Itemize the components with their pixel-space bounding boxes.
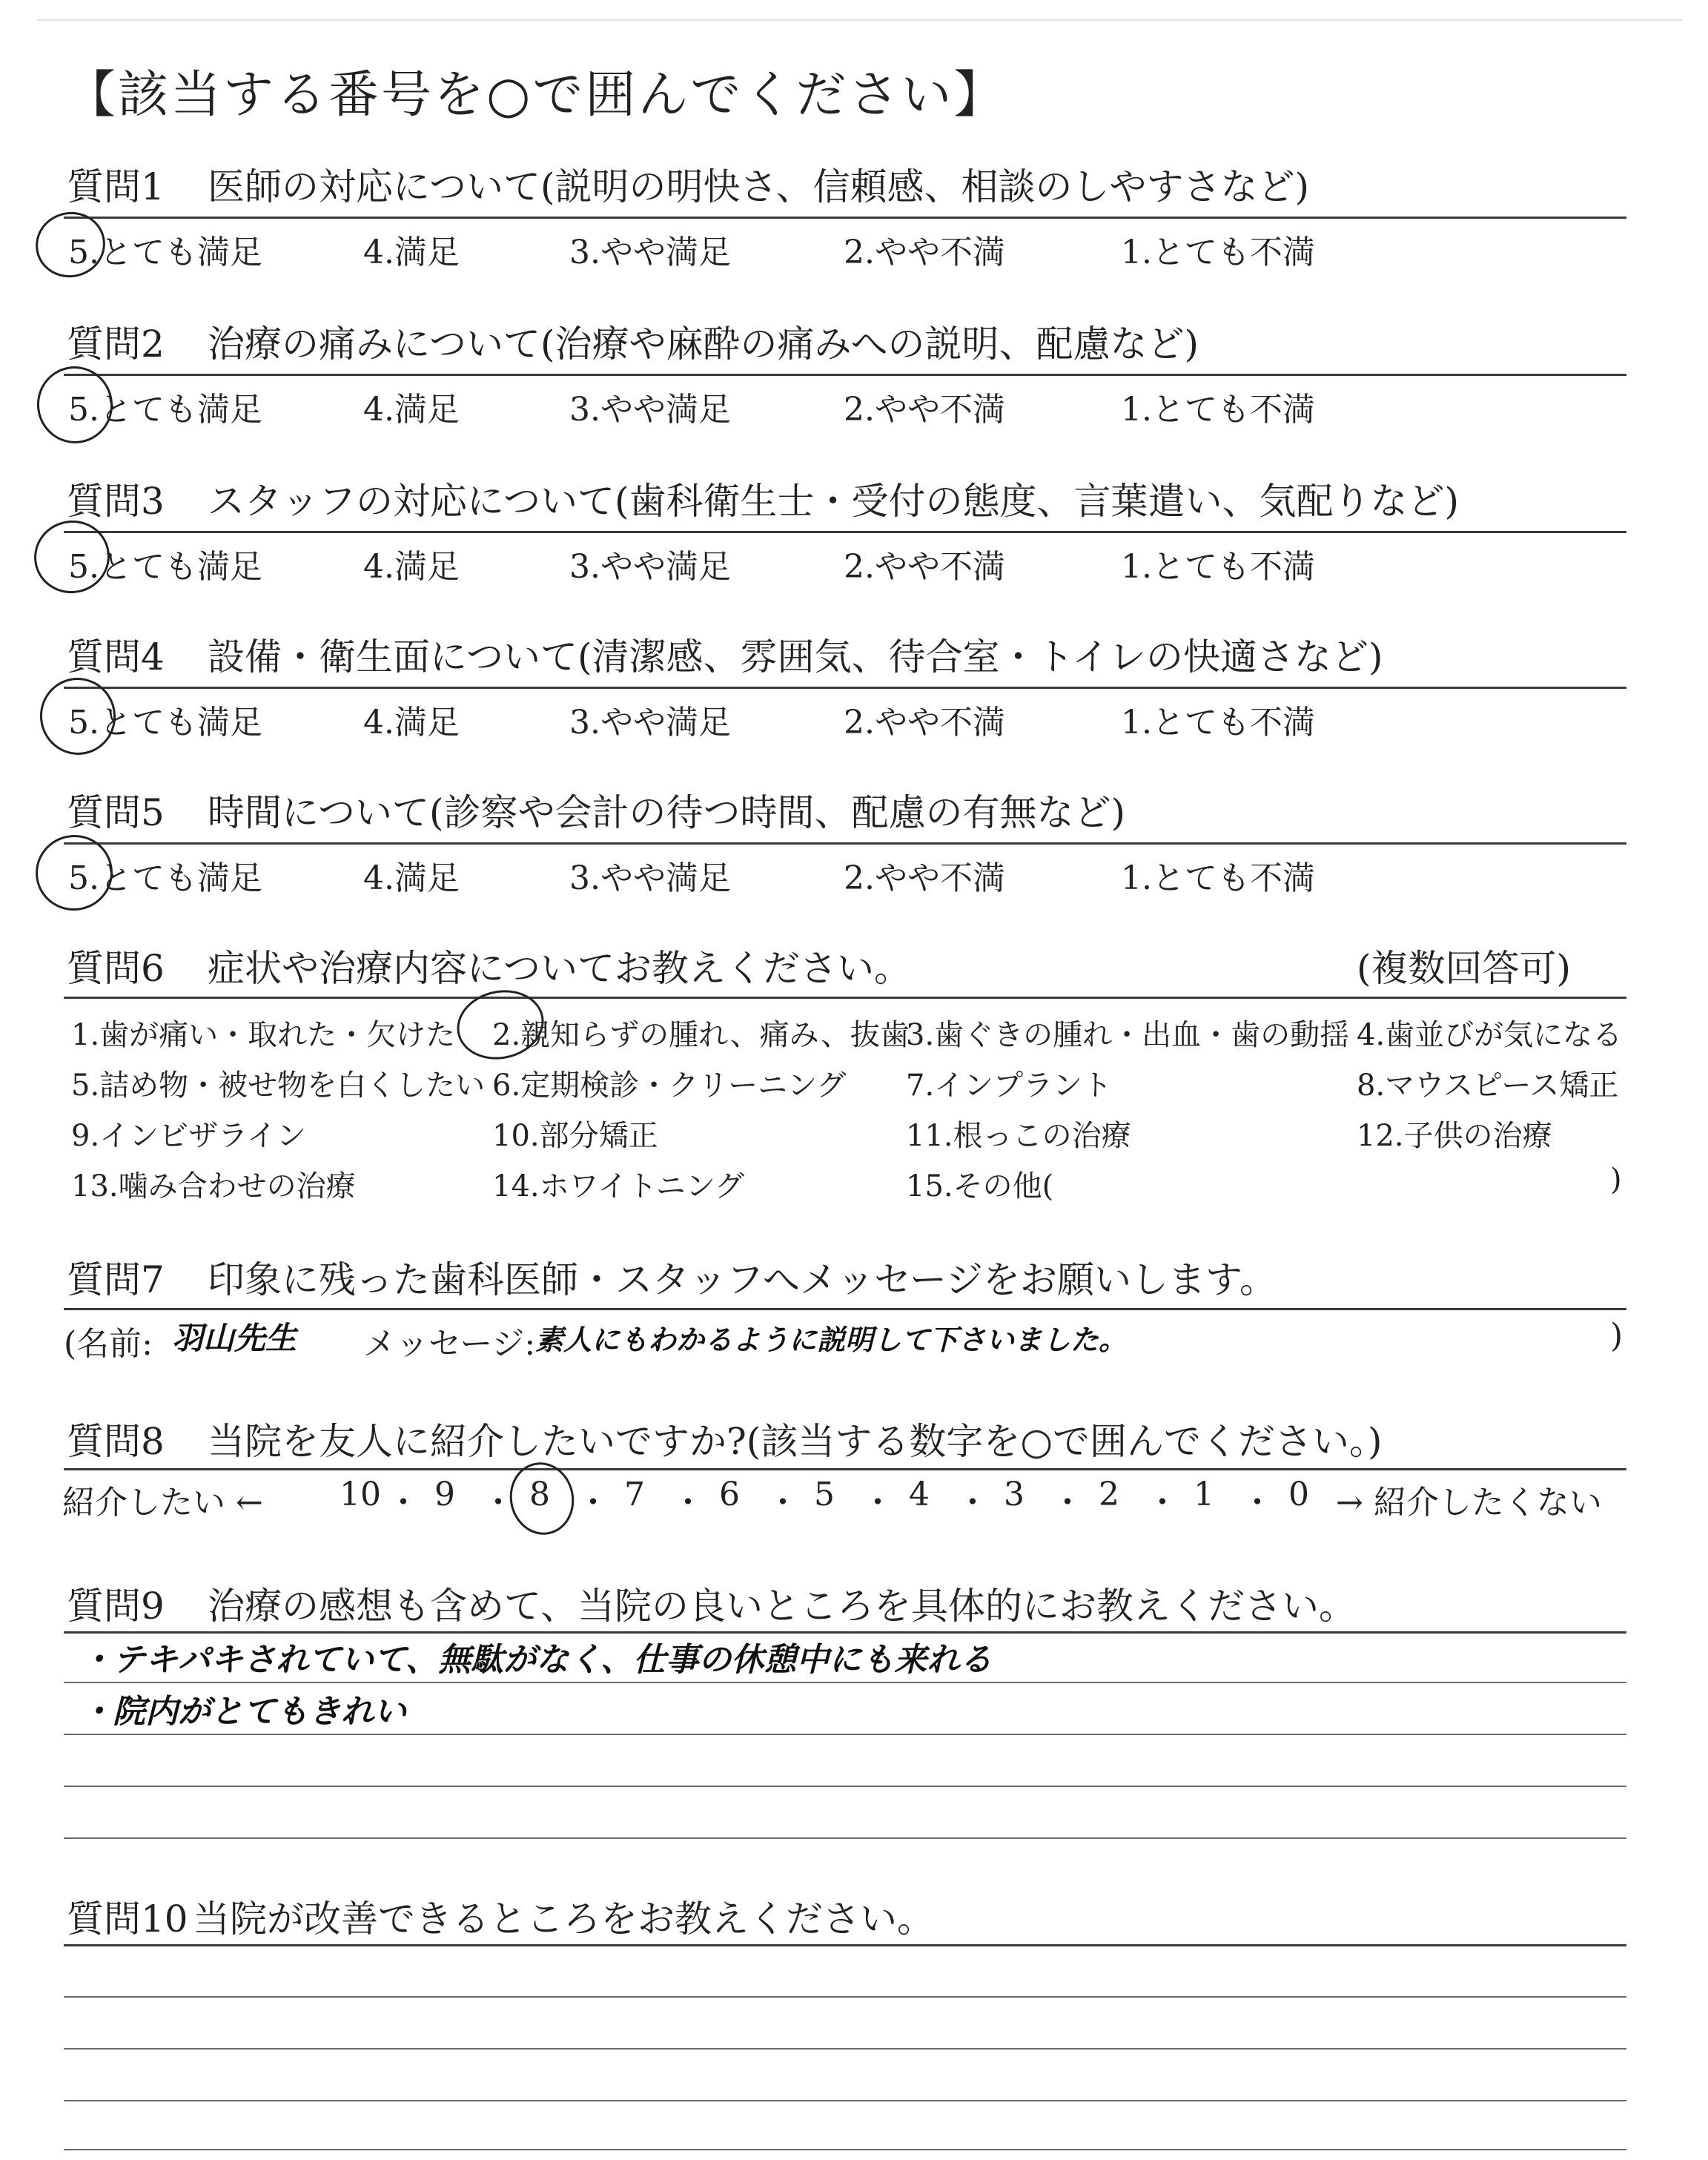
q6-option-13[interactable]: 13.噛み合わせの治療	[71, 1169, 356, 1203]
question-number: 質問1	[67, 165, 165, 208]
question-3-rule	[64, 531, 1626, 533]
question-6	[67, 939, 1631, 992]
q6-option-14[interactable]: 14.ホワイトニング	[492, 1169, 745, 1203]
question-2	[67, 314, 1199, 368]
scale-value-7[interactable]: 7	[624, 1476, 645, 1513]
question-7-rule	[64, 1308, 1626, 1310]
q6-option-10[interactable]: 10.部分矯正	[492, 1119, 658, 1153]
message-handwritten[interactable]: 素人にもわかるように説明して下さいました。	[535, 1324, 1128, 1356]
q6-option-15-other[interactable]: 15.その他(	[906, 1169, 1054, 1203]
q1-option-5[interactable]: 5.とても満足	[68, 234, 262, 271]
question-number: 質問6	[67, 947, 165, 990]
scale-separator: ・	[767, 1484, 799, 1522]
question-2-rule	[64, 374, 1626, 376]
q6-selected-circle	[451, 982, 551, 1068]
scale-separator: ・	[1146, 1484, 1179, 1522]
multiple-answers-note: (複数回答可)	[1357, 947, 1572, 990]
question-number: 質問7	[67, 1258, 165, 1301]
message-close-paren: )	[1610, 1317, 1623, 1355]
q6-other-close-paren: )	[1610, 1163, 1622, 1197]
scale-value-8[interactable]: 8	[529, 1476, 550, 1513]
q4-option-5[interactable]: 5.とても満足	[68, 704, 262, 742]
q1-option-4[interactable]: 4.満足	[363, 234, 460, 271]
question-number: 質問8	[67, 1420, 165, 1463]
question-number: 質問9	[67, 1585, 165, 1628]
q2-option-3[interactable]: 3.やや満足	[569, 391, 731, 429]
q3-option-5[interactable]: 5.とても満足	[68, 548, 262, 586]
question-8	[67, 1412, 1382, 1465]
scale-separator: ・	[672, 1484, 704, 1522]
question-title: 症状や治療内容についてお教えください。	[208, 947, 911, 990]
q6-option-8[interactable]: 8.マウスピース矯正	[1357, 1069, 1619, 1103]
question-title: 印象に残った歯科医師・スタッフへメッセージをお願いします。	[208, 1258, 1277, 1301]
question-title: スタッフの対応について(歯科衛生士・受付の態度、言葉遣い、気配りなど)	[208, 480, 1460, 523]
scale-separator: ・	[861, 1484, 894, 1522]
q1-option-2[interactable]: 2.やや不満	[844, 234, 1005, 271]
question-10	[67, 1889, 934, 1943]
name-label: (名前:	[64, 1325, 153, 1363]
question-5-rule	[64, 842, 1626, 845]
q5-option-2[interactable]: 2.やや不満	[844, 859, 1005, 897]
scale-value-5[interactable]: 5	[814, 1476, 835, 1513]
q3-option-2[interactable]: 2.やや不満	[844, 548, 1005, 586]
q5-option-5[interactable]: 5.とても満足	[68, 859, 262, 897]
scale-separator: ・	[1051, 1484, 1084, 1522]
scale-separator: ・	[577, 1484, 609, 1522]
q10-line-3	[64, 2048, 1626, 2050]
q2-option-5[interactable]: 5.とても満足	[68, 391, 262, 429]
q6-option-3[interactable]: 3.歯ぐきの腫れ・出血・歯の動揺	[906, 1018, 1350, 1052]
question-number: 質問4	[67, 635, 165, 678]
question-9	[67, 1576, 1356, 1630]
scale-value-1[interactable]: 1	[1194, 1476, 1214, 1513]
q6-option-11[interactable]: 11.根っこの治療	[906, 1119, 1131, 1153]
question-number: 質問3	[67, 480, 165, 523]
q10-line-5	[64, 2149, 1626, 2150]
q4-option-1[interactable]: 1.とても不満	[1121, 704, 1315, 742]
scale-value-6[interactable]: 6	[719, 1476, 740, 1513]
question-number: 質問10	[67, 1898, 188, 1941]
q6-option-9[interactable]: 9.インビザライン	[71, 1119, 306, 1153]
question-5	[67, 783, 1125, 836]
question-number: 質問2	[67, 323, 165, 366]
question-1-rule	[64, 217, 1626, 219]
question-title: 治療の痛みについて(治療や麻酔の痛みへの説明、配慮など)	[208, 323, 1199, 366]
q1-option-3[interactable]: 3.やや満足	[569, 234, 731, 271]
q10-line-4	[64, 2100, 1626, 2101]
q4-option-3[interactable]: 3.やや満足	[569, 704, 731, 742]
message-label: メッセージ:	[363, 1325, 536, 1363]
question-10-rule	[64, 1944, 1626, 1946]
question-3	[67, 472, 1459, 525]
q3-option-4[interactable]: 4.満足	[363, 548, 460, 586]
q2-option-4[interactable]: 4.満足	[363, 391, 460, 429]
q6-option-2[interactable]: 2.親知らずの腫れ、痛み、抜歯	[492, 1018, 910, 1052]
q2-option-2[interactable]: 2.やや不満	[844, 391, 1005, 429]
scale-value-3[interactable]: 3	[1004, 1476, 1025, 1513]
q9-line-3	[64, 1734, 1626, 1735]
question-number: 質問5	[67, 791, 165, 834]
question-1	[67, 157, 1309, 211]
recommend-left-label: 紹介したい ←	[62, 1484, 263, 1522]
form-instruction-header: 【該当する番号を○で囲んでください】	[65, 66, 1007, 125]
q3-option-1[interactable]: 1.とても不満	[1121, 548, 1315, 586]
scale-separator: ・	[387, 1484, 420, 1522]
scale-value-0[interactable]: 0	[1288, 1476, 1309, 1513]
question-4-rule	[64, 687, 1626, 689]
question-title: 時間について(診察や会計の待つ時間、配慮の有無など)	[208, 791, 1126, 834]
q4-option-2[interactable]: 2.やや不満	[844, 704, 1005, 742]
top-border	[37, 19, 1683, 21]
scale-value-9[interactable]: 9	[434, 1476, 455, 1513]
scale-separator: ・	[482, 1484, 514, 1522]
question-6-rule	[64, 997, 1626, 999]
q5-answer-circle	[29, 828, 120, 917]
q6-option-6[interactable]: 6.定期検診・クリーニング	[492, 1069, 847, 1103]
q4-answer-circle	[33, 671, 122, 762]
q9-answer-line-2[interactable]: ・院内がとてもきれい	[80, 1693, 406, 1731]
q2-answer-circle	[30, 360, 119, 451]
q9-line-4	[64, 1786, 1626, 1787]
q6-option-1[interactable]: 1.歯が痛い・取れた・欠けた	[71, 1018, 456, 1052]
q1-option-1[interactable]: 1.とても不満	[1121, 234, 1315, 271]
scale-value-4[interactable]: 4	[909, 1476, 930, 1513]
name-handwritten[interactable]: 羽山先生	[172, 1320, 297, 1356]
question-title: 当院を友人に紹介したいですか?(該当する数字を○で囲んでください。)	[208, 1420, 1383, 1463]
q3-option-3[interactable]: 3.やや満足	[569, 548, 731, 586]
scale-separator: ・	[1241, 1484, 1274, 1522]
question-title: 当院が改善できるところをお教えください。	[193, 1898, 934, 1941]
q2-option-1[interactable]: 1.とても不満	[1121, 391, 1315, 429]
q6-option-4[interactable]: 4.歯並びが気になる	[1357, 1018, 1623, 1052]
scale-value-10[interactable]: 10	[340, 1476, 381, 1513]
question-4	[67, 627, 1383, 681]
scale-value-2[interactable]: 2	[1099, 1476, 1119, 1513]
question-title: 医師の対応について(説明の明快さ、信頼感、相談のしやすさなど)	[208, 165, 1310, 208]
q4-option-4[interactable]: 4.満足	[363, 704, 460, 742]
question-title: 設備・衛生面について(清潔感、雰囲気、待合室・トイレの快適さなど)	[208, 635, 1383, 678]
q9-line-2	[64, 1682, 1626, 1683]
q5-option-1[interactable]: 1.とても不満	[1121, 859, 1315, 897]
q6-option-12[interactable]: 12.子供の治療	[1357, 1119, 1552, 1153]
question-7	[67, 1250, 1277, 1304]
question-8-rule	[64, 1468, 1626, 1470]
scale-separator: ・	[956, 1484, 989, 1522]
q5-option-4[interactable]: 4.満足	[363, 859, 460, 897]
q5-option-3[interactable]: 3.やや満足	[569, 859, 731, 897]
q9-answer-line-1[interactable]: ・テキパキされていて、無駄がなく、仕事の休憩中にも来れる	[80, 1641, 993, 1679]
q6-option-5[interactable]: 5.詰め物・被せ物を白くしたい	[71, 1069, 486, 1103]
recommend-right-label: → 紹介したくない	[1336, 1484, 1602, 1522]
q9-line-5	[64, 1837, 1626, 1839]
q6-option-7[interactable]: 7.インプラント	[906, 1069, 1113, 1103]
q10-line-2	[64, 1996, 1626, 1998]
question-title: 治療の感想も含めて、当院の良いところを具体的にお教えください。	[208, 1585, 1356, 1628]
